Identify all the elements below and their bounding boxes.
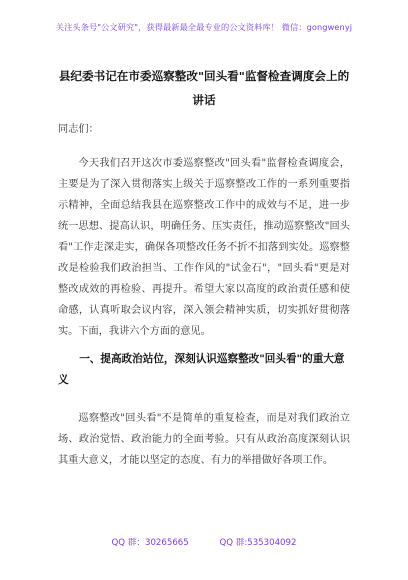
salutation: 同志们：: [58, 124, 99, 135]
section-heading: 一、提高政治站位，深刻认识巡察整改"回头看"的重大意义: [58, 353, 345, 386]
header-notice: 关注头条号"公文研究"，获得最新最全最专业的公文资料库！ 微信：gongwenyj: [55, 22, 353, 32]
paragraph-intro: 今天我们召开这次市委巡察整改"回头看"监督检查调度会，主要是为了深入贯彻落实上级关于巡察整改工作的一系列重要指示精神，全面总结我县在巡察整改工作中的成效与不足，进一步统一思想、提高认识，明确任务、压实责任，推动巡察整改"回头看"工作走深走实，确保各项整改任务不折不扣落到实处。巡察整改是检验我们政治担当、工作作风的"试金石"，"回头看"更是对整改成效的再检验、再提升。希望大家以高度的政治责任感和使命感，认真听取会议内容，深入领会精神实质，切实抓好贯彻落实。下面，我讲六个方面的意见。: [58, 158, 350, 337]
document-title: 县纪委书记在市委巡察整改"回头看"监督检查调度会上的讲话: [58, 69, 350, 107]
footer-contacts: [0, 536, 408, 548]
paragraph-section-1: 巡察整改"回头看"不是简单的重复检查，而是对我们政治立场、政治觉悟、政治能力的全面考验。只有从政治高度深刻认识其重大意义，才能以坚定的态度、有力的举措做好各项工作。: [58, 413, 350, 466]
footer-qq-group-1: QQ 群：30265665: [111, 538, 189, 548]
footer-qq-group-2: QQ 群:535304092: [219, 538, 297, 548]
